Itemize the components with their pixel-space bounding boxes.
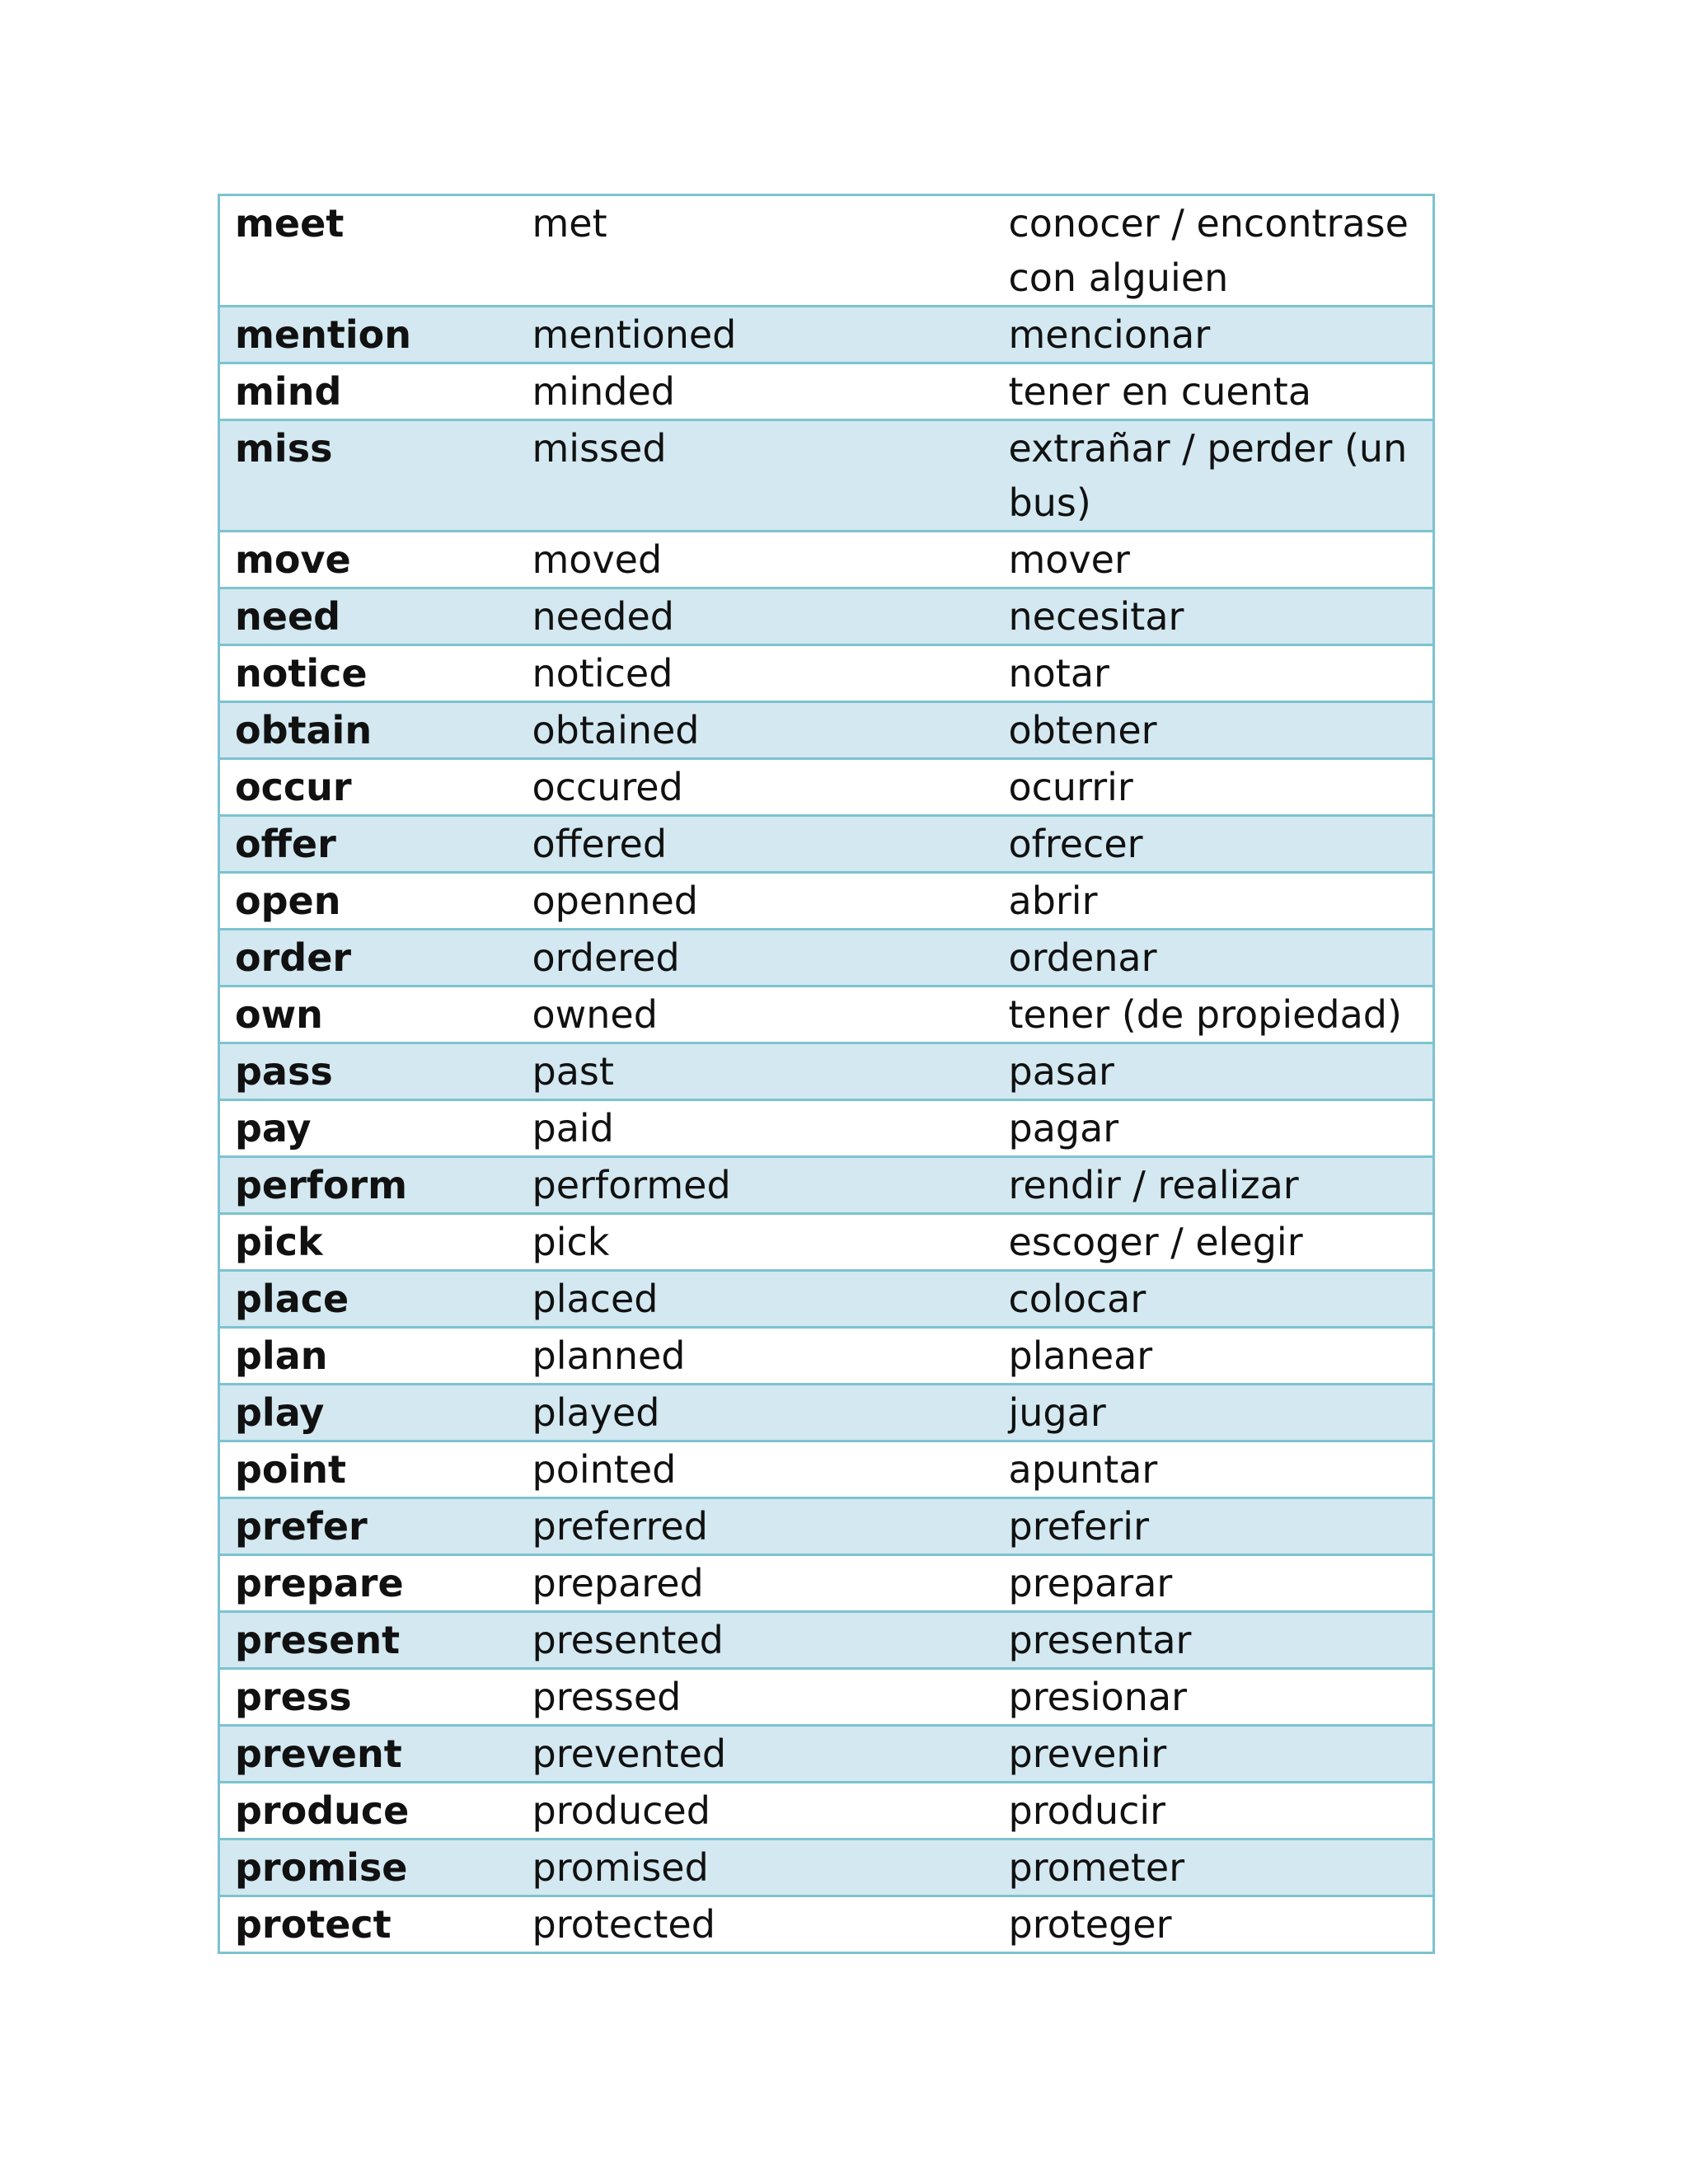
table-row (219, 532, 1434, 588)
past-form: occured (518, 759, 994, 816)
base-form: perform (219, 1157, 518, 1214)
base-form: move (219, 532, 518, 588)
spanish-meaning: extrañar / perder (un bus) (994, 420, 1434, 532)
past-form: moved (518, 532, 994, 588)
past-form: missed (518, 420, 994, 532)
base-form: pass (219, 1043, 518, 1100)
table-row (219, 816, 1434, 873)
past-form: pick (518, 1214, 994, 1271)
spanish-meaning: colocar (994, 1271, 1434, 1328)
past-form: owned (518, 987, 994, 1043)
table-row (219, 1328, 1434, 1385)
spanish-meaning: jugar (994, 1385, 1434, 1441)
table-row (219, 1157, 1434, 1214)
past-form: minded (518, 363, 994, 420)
table-row (219, 987, 1434, 1043)
base-form: prefer (219, 1498, 518, 1555)
spanish-meaning: ofrecer (994, 816, 1434, 873)
spanish-meaning: presionar (994, 1669, 1434, 1726)
past-form: openned (518, 873, 994, 930)
table-row (219, 1840, 1434, 1896)
past-form: met (518, 195, 994, 307)
past-form: placed (518, 1271, 994, 1328)
table-row (219, 307, 1434, 363)
table-row (219, 1100, 1434, 1157)
table-row (219, 1043, 1434, 1100)
spanish-meaning: apuntar (994, 1441, 1434, 1498)
table-row (219, 930, 1434, 987)
spanish-meaning: ocurrir (994, 759, 1434, 816)
table-row (219, 702, 1434, 759)
base-form: plan (219, 1328, 518, 1385)
spanish-meaning: necesitar (994, 588, 1434, 645)
spanish-meaning: prometer (994, 1840, 1434, 1896)
base-form: mention (219, 307, 518, 363)
past-form: offered (518, 816, 994, 873)
spanish-meaning: notar (994, 645, 1434, 702)
base-form: place (219, 1271, 518, 1328)
spanish-meaning: escoger / elegir (994, 1214, 1434, 1271)
table-row (219, 1555, 1434, 1612)
table-row (219, 1385, 1434, 1441)
spanish-meaning: preferir (994, 1498, 1434, 1555)
spanish-meaning: tener en cuenta (994, 363, 1434, 420)
table-row (219, 1612, 1434, 1669)
base-form: prepare (219, 1555, 518, 1612)
spanish-meaning: mencionar (994, 307, 1434, 363)
spanish-meaning: tener (de propiedad) (994, 987, 1434, 1043)
past-form: prepared (518, 1555, 994, 1612)
base-form: meet (219, 195, 518, 307)
table-row (219, 1441, 1434, 1498)
table-row (219, 1726, 1434, 1783)
spanish-meaning: prevenir (994, 1726, 1434, 1783)
table-row (219, 1669, 1434, 1726)
base-form: miss (219, 420, 518, 532)
past-form: needed (518, 588, 994, 645)
verb-table-body (219, 195, 1434, 1953)
past-form: presented (518, 1612, 994, 1669)
base-form: obtain (219, 702, 518, 759)
spanish-meaning: ordenar (994, 930, 1434, 987)
table-row (219, 1498, 1434, 1555)
base-form: order (219, 930, 518, 987)
spanish-meaning: mover (994, 532, 1434, 588)
base-form: present (219, 1612, 518, 1669)
past-form: pointed (518, 1441, 994, 1498)
base-form: open (219, 873, 518, 930)
past-form: promised (518, 1840, 994, 1896)
spanish-meaning: obtener (994, 702, 1434, 759)
past-form: noticed (518, 645, 994, 702)
past-form: ordered (518, 930, 994, 987)
past-form: past (518, 1043, 994, 1100)
table-row (219, 645, 1434, 702)
spanish-meaning: proteger (994, 1896, 1434, 1953)
spanish-meaning: pagar (994, 1100, 1434, 1157)
spanish-meaning: abrir (994, 873, 1434, 930)
past-form: protected (518, 1896, 994, 1953)
past-form: obtained (518, 702, 994, 759)
base-form: need (219, 588, 518, 645)
table-row (219, 588, 1434, 645)
base-form: press (219, 1669, 518, 1726)
base-form: play (219, 1385, 518, 1441)
past-form: mentioned (518, 307, 994, 363)
spanish-meaning: presentar (994, 1612, 1434, 1669)
table-row (219, 873, 1434, 930)
past-form: preferred (518, 1498, 994, 1555)
past-form: produced (518, 1783, 994, 1840)
spanish-meaning: planear (994, 1328, 1434, 1385)
past-form: pressed (518, 1669, 994, 1726)
table-row (219, 420, 1434, 532)
base-form: occur (219, 759, 518, 816)
past-form: planned (518, 1328, 994, 1385)
table-row (219, 195, 1434, 307)
base-form: point (219, 1441, 518, 1498)
base-form: notice (219, 645, 518, 702)
table-row (219, 1783, 1434, 1840)
spanish-meaning: rendir / realizar (994, 1157, 1434, 1214)
spanish-meaning: pasar (994, 1043, 1434, 1100)
past-form: played (518, 1385, 994, 1441)
base-form: protect (219, 1896, 518, 1953)
spanish-meaning: producir (994, 1783, 1434, 1840)
spanish-meaning: preparar (994, 1555, 1434, 1612)
base-form: mind (219, 363, 518, 420)
verb-table (218, 194, 1435, 1954)
past-form: prevented (518, 1726, 994, 1783)
spanish-meaning: conocer / encontrase con alguien (994, 195, 1434, 307)
base-form: prevent (219, 1726, 518, 1783)
base-form: produce (219, 1783, 518, 1840)
past-form: paid (518, 1100, 994, 1157)
past-form: performed (518, 1157, 994, 1214)
base-form: promise (219, 1840, 518, 1896)
table-row (219, 1271, 1434, 1328)
base-form: pay (219, 1100, 518, 1157)
table-row (219, 1896, 1434, 1953)
table-row (219, 363, 1434, 420)
table-row (219, 1214, 1434, 1271)
base-form: pick (219, 1214, 518, 1271)
table-row (219, 759, 1434, 816)
base-form: offer (219, 816, 518, 873)
base-form: own (219, 987, 518, 1043)
